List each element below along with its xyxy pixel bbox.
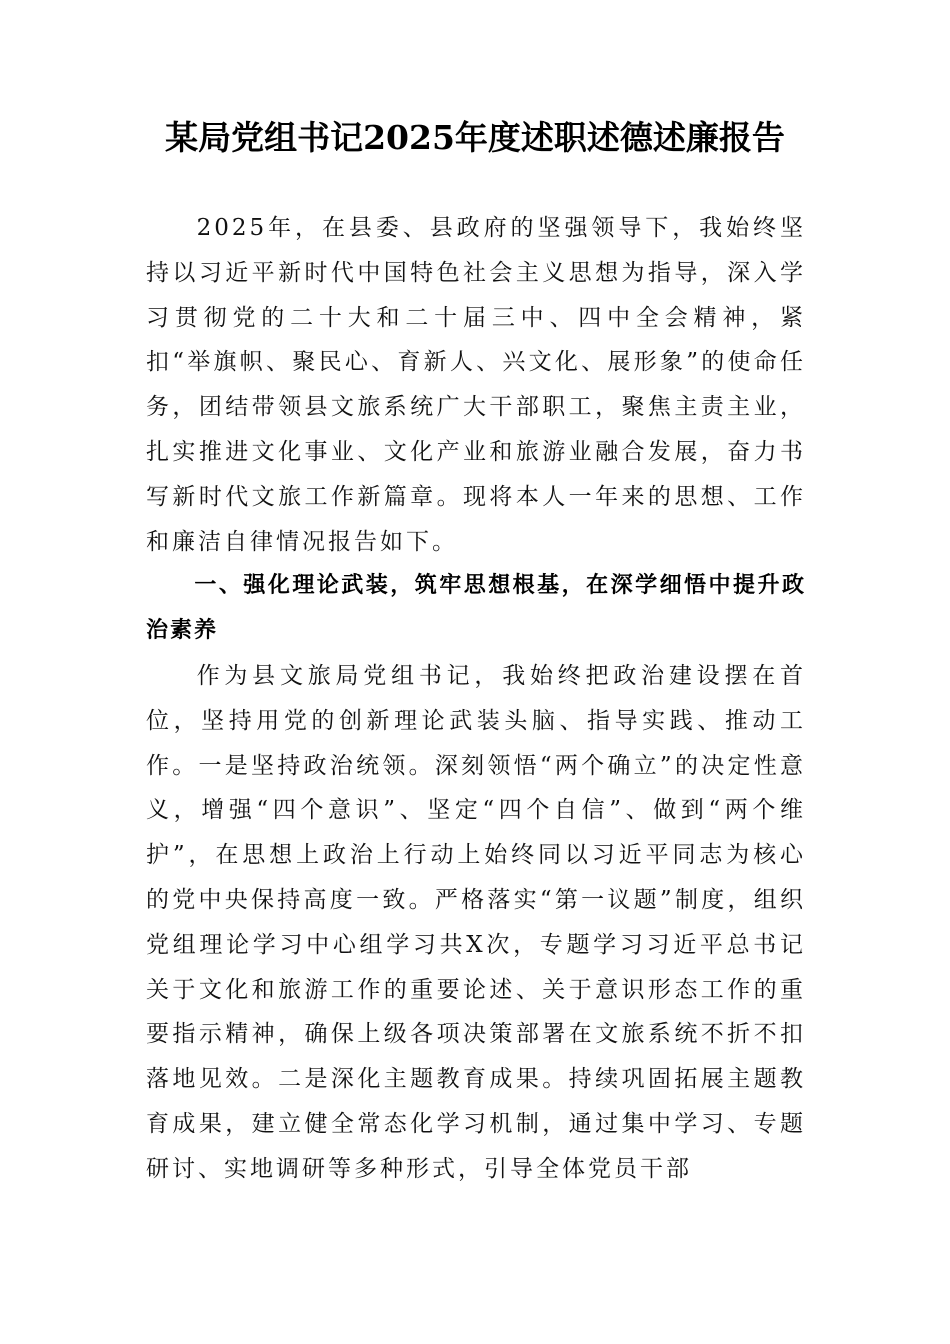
document-body xyxy=(146,206,806,1192)
section-1-paragraph: 作为县文旅局党组书记，我始终把政治建设摆在首位，坚持用党的创新理论武装头脑、指导实践、推动工作。一是坚持政治统领。深刻领悟“两个确立”的决定性意义，增强“四个意识”、坚定“四个自信”、做到“两个维护”，在思想上政治上行动上始终同以习近平同志为核心的党中央保持高度一致。严格落实“第一议题”制度，组织党组理论学习中心组学习共X次，专题学习习近平总书记关于文化和旅游工作的重要论述、关于意识形态工作的重要指示精神，确保上级各项决策部署在文旅系统不折不扣落地见效。二是深化主题教育成果。持续巩固拓展主题教育成果，建立健全常态化学习机制，通过集中学习、专题研讨、实地调研等多种形式，引导全体党员干部 xyxy=(146,662,806,1182)
document-title: 某局党组书记2025年度述职述德述廉报告 xyxy=(165,118,785,157)
intro-paragraph: 2025年，在县委、县政府的坚强领导下，我始终坚持以习近平新时代中国特色社会主义思想为指导，深入学习贯彻党的二十大和二十届三中、四中全会精神，紧扣“举旗帜、聚民心、育新人、兴文化、展形象”的使命任务，团结带领县文旅系统广大干部职工，聚焦主责主业，扎实推进文化事业、文化产业和旅游业融合发展，奋力书写新时代文旅工作新篇章。现将本人一年来的思想、工作和廉洁自律情况报告如下。 xyxy=(146,215,806,555)
section-1-heading: 一、强化理论武装，筑牢思想根基，在深学细悟中提升政治素养 xyxy=(146,573,806,644)
